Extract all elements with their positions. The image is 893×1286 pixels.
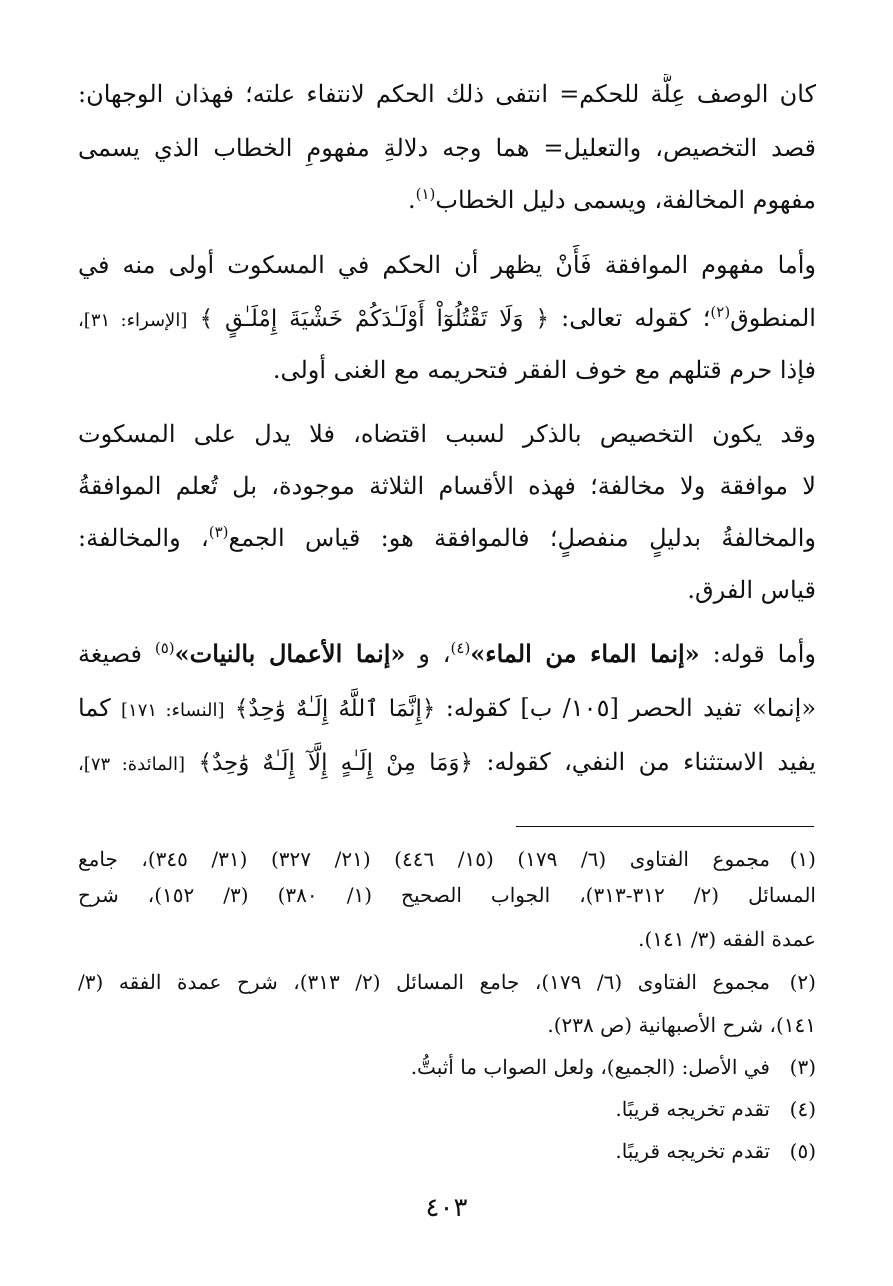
footnote-number: (١) xyxy=(789,847,816,871)
footnote-number: (٢) xyxy=(789,970,816,994)
footnote-line xyxy=(78,842,816,876)
body-text: وقد يكون التخصيص بالذكر لسبب اقتضاه، فلا يدل على المسكوت xyxy=(78,420,816,448)
footnote-separator xyxy=(516,826,814,827)
footnote-ref: (١) xyxy=(415,185,436,203)
footnote-line xyxy=(78,1050,816,1084)
footnote-number: (٣) xyxy=(789,1055,816,1079)
body-text: يفيد الاستثناء من النفي، كقوله: xyxy=(486,748,816,776)
body-text: ، و xyxy=(418,640,451,668)
footnote-ref: (٥) xyxy=(154,639,175,657)
body-text: لا موافقة ولا مخالفة؛ فهذه الأقسام الثلاثة موجودة، بل تُعلم الموافقةُ xyxy=(78,472,816,500)
hadith-quote: «إنما الأعمال بالنيات» xyxy=(174,639,406,668)
body-line xyxy=(78,350,816,390)
body-line xyxy=(78,245,816,285)
body-text: ، والمخالفة: xyxy=(78,524,209,552)
body-text: كان الوصف عِلَّة للحكم= انتفى ذلك الحكم لانتفاء علته؛ فهذان الوجهان: xyxy=(78,80,816,108)
body-line xyxy=(78,634,816,674)
body-text: مفهوم المخالفة، ويسمى دليل الخطاب xyxy=(435,186,816,214)
body-text: فإذا حرم قتلهم مع خوف الفقر فتحريمه مع الغنى أولى. xyxy=(272,356,816,384)
body-text: المنطوق xyxy=(730,304,816,332)
body-text: . xyxy=(407,186,416,214)
footnote-ref: (٣) xyxy=(208,523,229,541)
footnote-text: تقدم تخريجه قريبًا. xyxy=(615,1097,770,1121)
body-line xyxy=(78,298,816,338)
page-number: ٤٠٣ xyxy=(425,1193,468,1223)
body-line xyxy=(78,466,816,506)
footnote-line xyxy=(78,922,862,956)
footnote-line xyxy=(78,1134,816,1168)
body-line xyxy=(78,180,816,220)
body-text: «إنما» تفيد الحصر [١٠٥/ ب] كقوله: xyxy=(445,694,816,722)
footnote-ref: (٤) xyxy=(450,639,471,657)
body-line xyxy=(78,688,816,728)
footnote-text: عمدة الفقه (٣/ ١٤١). xyxy=(638,927,816,951)
verse-reference: [النساء: ١٧١] xyxy=(121,700,225,721)
footnote-line xyxy=(78,965,816,999)
footnote-ref: (٢) xyxy=(710,303,731,321)
body-text: قياس الفرق. xyxy=(687,576,816,604)
quran-verse: ﴿إِنَّمَا ٱللَّهُ إِلَـٰهٌ وَٰحِدٌ﴾ xyxy=(234,696,436,722)
footnote-line xyxy=(78,878,862,912)
body-text: كما xyxy=(78,694,111,722)
body-text: وأما مفهوم الموافقة فَأَنْ يظهر أن الحكم في المسكوت أولى منه في xyxy=(78,251,816,279)
body-line xyxy=(78,518,816,558)
footnote-text: في الأصل: (الجميع)، ولعل الصواب ما أثبتُّ. xyxy=(410,1055,770,1079)
footnote-line xyxy=(78,1092,816,1126)
body-line xyxy=(78,414,816,454)
footnote-text: مجموع الفتاوى (٦/ ١٧٩)، جامع المسائل (٢/ ٣١٣)، شرح عمدة الفقه (٣/ xyxy=(78,970,770,994)
body-text: والمخالفةُ بدليلٍ منفصلٍ؛ فالموافقة هو: قياس الجمع xyxy=(228,524,816,552)
footnote-number: (٥) xyxy=(789,1139,816,1163)
body-text: وأما قوله: xyxy=(712,640,816,668)
footnote-number: (٤) xyxy=(789,1097,816,1121)
body-text: فصيغة xyxy=(78,640,142,668)
body-line xyxy=(78,570,816,610)
body-line xyxy=(78,742,816,782)
verse-reference: [الإسراء: ٣١]، xyxy=(78,310,188,331)
body-text: ؛ كقوله تعالى: xyxy=(561,304,711,332)
footnote-text: المسائل (٢/ ٣١٢-٣١٣)، الجواب الصحيح (١/ ٣٨٠) (٣/ ١٥٢)، شرح xyxy=(78,883,816,907)
body-line xyxy=(78,128,816,168)
footnote-text: ١٤١)، شرح الأصبهانية (ص ٢٣٨). xyxy=(547,1013,816,1037)
footnote-line xyxy=(78,1008,862,1042)
footnote-text: تقدم تخريجه قريبًا. xyxy=(615,1139,770,1163)
footnote-text: مجموع الفتاوى (٦/ ١٧٩) (١٥/ ٤٤٦) (٢١/ ٣٢٧) (٣١/ ٣٤٥)، جامع xyxy=(78,847,770,871)
body-line xyxy=(78,74,816,114)
hadith-quote: «إنما الماء من الماء» xyxy=(470,639,700,668)
quran-verse: ﴿ وَلَا تَقْتُلُوٓاْ أَوْلَـٰدَكُمْ خَشْيَةَ إِمْلَـٰقٍ ﴾ xyxy=(199,306,549,332)
body-text: قصد التخصيص، والتعليل= هما وجه دلالةِ مفهومِ الخطاب الذي يسمى xyxy=(78,134,816,162)
quran-verse: ﴿وَمَا مِنْ إِلَـٰهٍ إِلَّآ إِلَـٰهٌ وَٰحِدٌ﴾ xyxy=(198,750,473,776)
verse-reference: [المائدة: ٧٣]، xyxy=(78,754,186,775)
